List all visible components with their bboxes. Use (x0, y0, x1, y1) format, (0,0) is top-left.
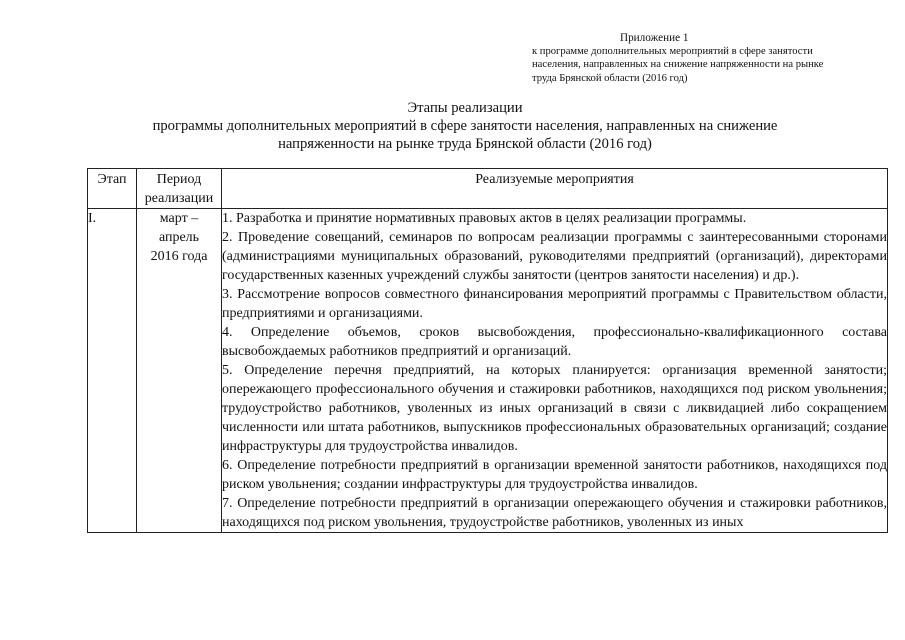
action-item: 5. Определение перечня предприятий, на которых планируется: организация временной занятости; опережающего профессионального обучения и стажировки работников, находящихся под риском увольнения; трудоустройство работников, уволенных из иных организаций в связи с ликвидацией либо сокращением численности или штата работников, выпускников профессиональных образовательных организаций; создание инфраструктуры для трудоустройства инвалидов. (222, 363, 887, 454)
title-line-3: напряженности на рынке труда Брянской области (2016 год) (278, 135, 652, 152)
action-item: 7. Определение потребности предприятий в организации опережающего обучения и стажировки работников, находящихся под риском увольнения, трудоустройстве работников, уволенных из иных (222, 496, 887, 530)
period-line: март – (159, 211, 199, 226)
appendix-line: населения, направленных на снижение напряженности на рынке (532, 59, 824, 71)
appendix-line: к программе дополнительных мероприятий в сфере занятости (532, 46, 813, 58)
stage-actions (222, 209, 888, 533)
stage-number: I. (88, 209, 137, 533)
table-header-row (88, 169, 888, 209)
action-item: 1. Разработка и принятие нормативных правовых актов в целях реализации программы. (222, 211, 747, 226)
header-period-line-2: реализации (144, 191, 214, 206)
header-period-line-1: Период (156, 172, 202, 187)
period-line: апрель (158, 230, 200, 245)
stage-period (137, 209, 222, 533)
action-item: 6. Определение потребности предприятий в организации временной занятости работников, находящихся под риском увольнения; создании инфраструктуры для трудоустройства инвалидов. (222, 458, 887, 492)
action-item: 2. Проведение совещаний, семинаров по вопросам реализации программы с заинтересованными сторонами (администрациями муниципальных образований, руководителями предприятий (организаций), директорами государственных казенных учреждений службы занятости (центров занятости населения) и др.). (222, 230, 887, 283)
table-row (88, 209, 888, 533)
appendix-header (532, 32, 872, 85)
header-actions: Реализуемые мероприятия (222, 169, 888, 209)
title-line-1: Этапы реализации (407, 100, 523, 116)
period-line: 2016 года (150, 249, 208, 264)
action-item: 4. Определение объемов, сроков высвобождения, профессионально-квалификационного состава высвобождаемых работников предприятий и организаций. (222, 325, 887, 359)
header-stage: Этап (88, 169, 137, 209)
document-title (100, 100, 830, 153)
action-item: 3. Рассмотрение вопросов совместного финансирования мероприятий программы с Правительством области, предприятиями и организациями. (222, 287, 887, 321)
appendix-title: Приложение 1 (620, 32, 689, 44)
stages-table (87, 168, 888, 533)
appendix-line: труда Брянской области (2016 год) (532, 72, 688, 84)
header-period (137, 169, 222, 209)
title-line-2: программы дополнительных мероприятий в сфере занятости населения, направленных на снижение (152, 117, 778, 134)
